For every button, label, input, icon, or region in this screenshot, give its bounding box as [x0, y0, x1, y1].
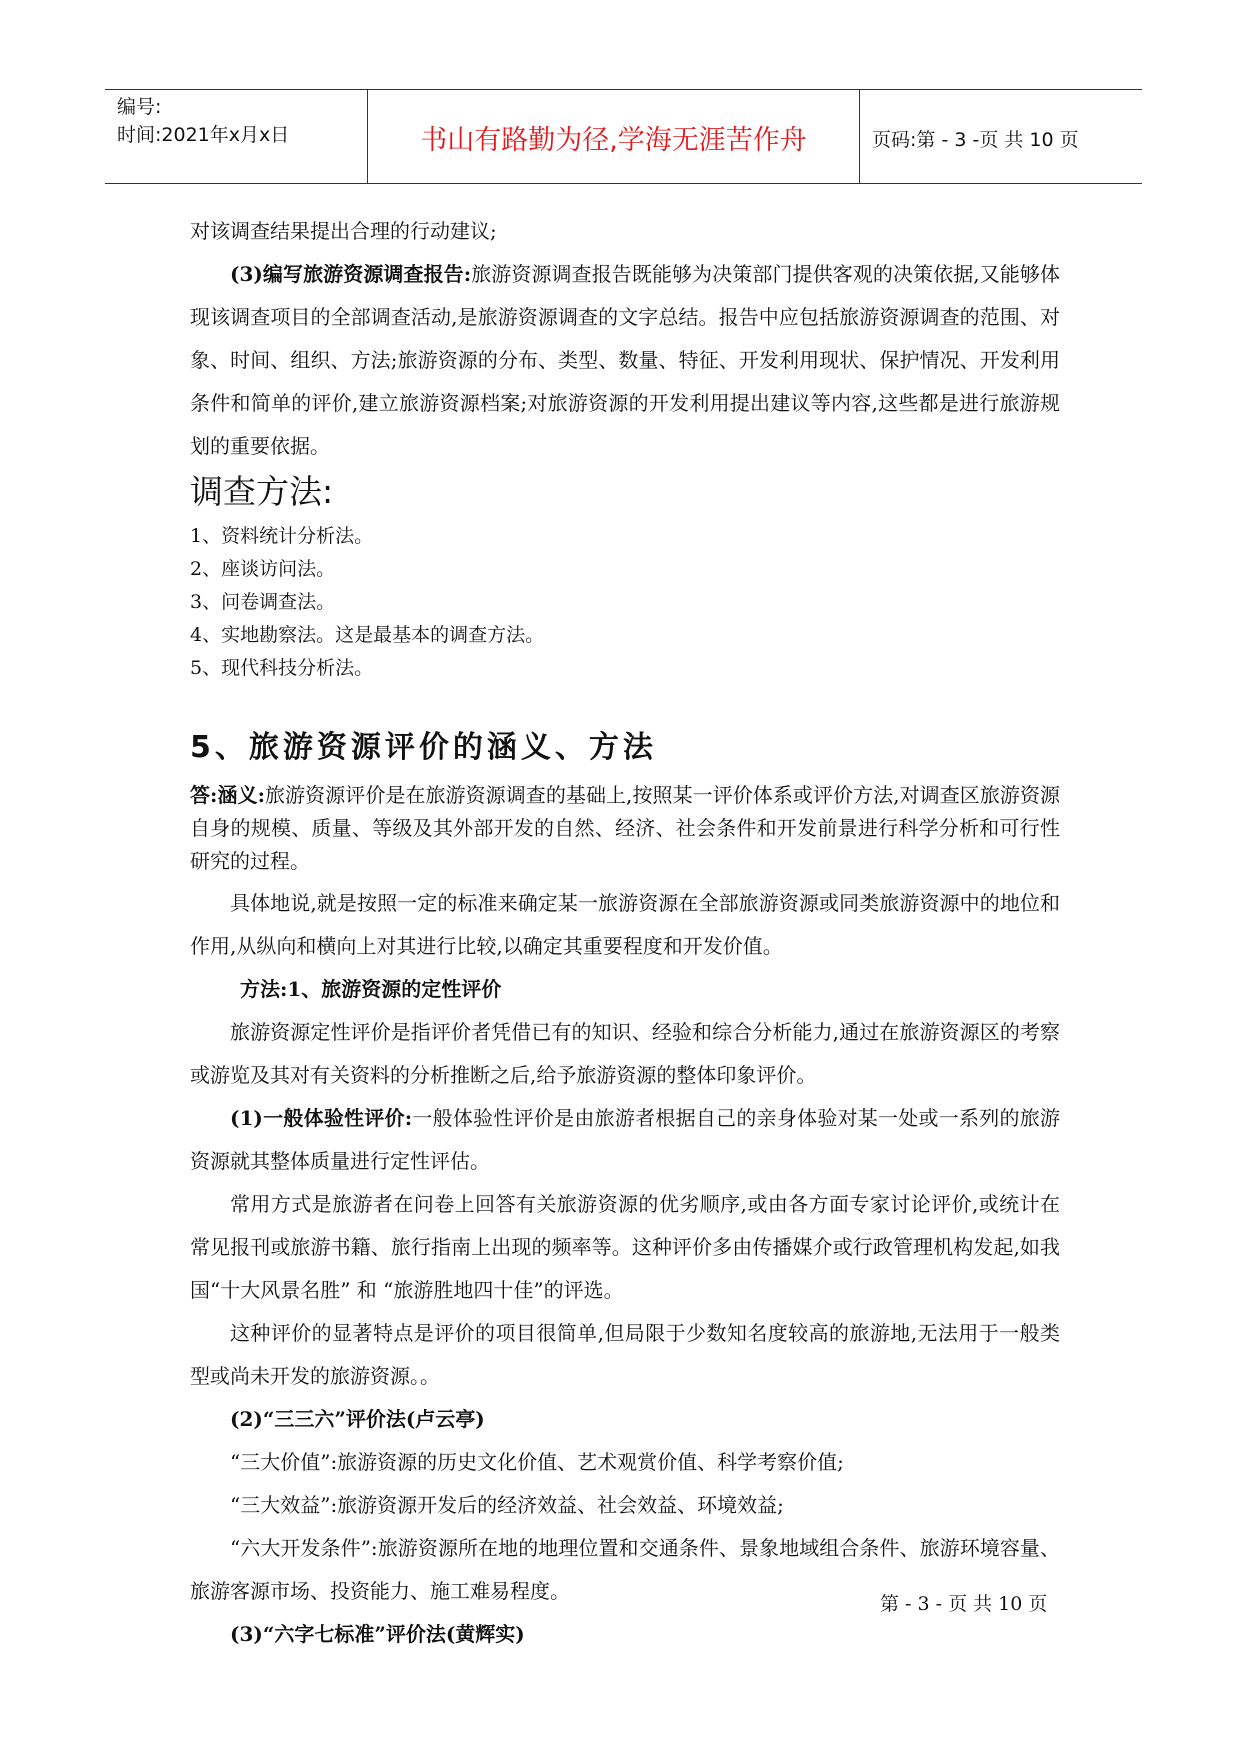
general-heading: (1)一般体验性评价: [230, 1106, 413, 1130]
header-motto: 书山有路勤为径,学海无涯苦作舟 [420, 125, 807, 156]
header-center-cell [367, 90, 860, 183]
paragraph-definition [190, 779, 1060, 878]
body-part-2 [190, 779, 1060, 1656]
document-number-label: 编号: [117, 96, 162, 118]
paragraph-three-benefits: “三大效益”:旅游资源开发后的经济效益、社会效益、环境效益; [230, 1493, 784, 1517]
definition-body: 旅游资源评价是在旅游资源调查的基础上,按照某一评价体系或评价方法,对调查区旅游资源自身的规模、质量、等级及其外部开发的自然、经济、社会条件和开发前景进行科学分析和可行性研究的过程。 [190, 783, 1061, 873]
paragraph-three-values: “三大价值”:旅游资源的历史文化价值、艺术观赏价值、科学考察价值; [230, 1450, 844, 1474]
document-time-label: 时间:2021年x月x日 [117, 124, 290, 146]
sss-heading [190, 1398, 1060, 1441]
paragraph-report-body: 旅游资源调查报告既能够为决策部门提供客观的决策依据,又能够体现该调查项目的全部调查活动,是旅游资源调查的文字总结。报告中应包括旅游资源调查的范围、对象、时间、组织、方法;旅游资源的分布、类型、数量、特征、开发利用现状、保护情况、开发利用条件和简单的评价,建立旅游资源档案;对旅游资源的开发利用提出建议等内容,这些都是进行旅游规划的重要依据。 [190, 262, 1060, 458]
paragraph-common: 常用方式是旅游者在问卷上回答有关旅游资源的优劣顺序,或由各方面专家讨论评价,或统计在常见报刊或旅游书籍、旅行指南上出现的频率等。这种评价多由传播媒介或行政管理机构发起,如我国“十大风景名胜” 和 “旅游胜地四十佳”的评选。 [190, 1192, 1060, 1302]
list-item: 1、资料统计分析法。 [190, 525, 374, 547]
paragraph-report [190, 253, 1060, 468]
paragraph-specific: 具体地说,就是按照一定的标准来确定某一旅游资源在全部旅游资源或同类旅游资源中的地位和作用,从纵向和横向上对其进行比较,以确定其重要程度和开发价值。 [190, 891, 1060, 958]
list-item: 2、座谈访问法。 [190, 558, 336, 580]
paragraph-report-heading: (3)编写旅游资源调查报告: [230, 262, 472, 286]
header-right-cell [860, 90, 1142, 183]
list-item: 3、问卷调查法。 [190, 591, 336, 613]
paragraph-feature: 这种评价的显著特点是评价的项目很简单,但局限于少数知名度较高的旅游地,无法用于一般类型或尚未开发的旅游资源。。 [190, 1321, 1060, 1388]
method-heading-text: 方法:1、旅游资源的定性评价 [240, 977, 502, 1001]
general-body: 一般体验性评价是由旅游者根据自己的亲身体验对某一处或一系列的旅游资源就其整体质量进行定性评估。 [190, 1106, 1060, 1173]
six-heading [190, 1613, 1060, 1656]
six-heading-text: (3)“六字七标准”评价法(黄辉实) [230, 1622, 525, 1646]
page-header [105, 89, 1142, 184]
list-item: 5、现代科技分析法。 [190, 657, 374, 679]
methods-list [190, 520, 544, 685]
header-left-cell [105, 90, 367, 183]
paragraph-qualitative: 旅游资源定性评价是指评价者凭借已有的知识、经验和综合分析能力,通过在旅游资源区的考察或游览及其对有关资料的分析推断之后,给予旅游资源的整体印象评价。 [190, 1020, 1060, 1087]
paragraph-continuation: 对该调查结果提出合理的行动建议; [190, 219, 497, 243]
sss-heading-text: (2)“三三六”评价法(卢云亭) [230, 1407, 485, 1431]
definition-heading: 答:涵义: [190, 783, 265, 807]
paragraph-general [190, 1097, 1060, 1183]
list-item: 4、实地勘察法。这是最基本的调查方法。 [190, 624, 545, 646]
page-footer: 第 - 3 - 页 共 10 页 [880, 1593, 1048, 1615]
header-page-label: 页码:第 - 3 -页 共 10 页 [872, 129, 1079, 151]
method-heading [190, 968, 1060, 1011]
body-part-1 [190, 210, 1060, 468]
paragraph-six-conditions: “六大开发条件”:旅游资源所在地的地理位置和交通条件、景象地域组合条件、旅游环境容量、旅游客源市场、投资能力、施工难易程度。 [190, 1536, 1060, 1603]
section-5-heading: 5、旅游资源评价的涵义、方法 [190, 730, 657, 765]
methods-heading: 调查方法: [190, 472, 334, 511]
